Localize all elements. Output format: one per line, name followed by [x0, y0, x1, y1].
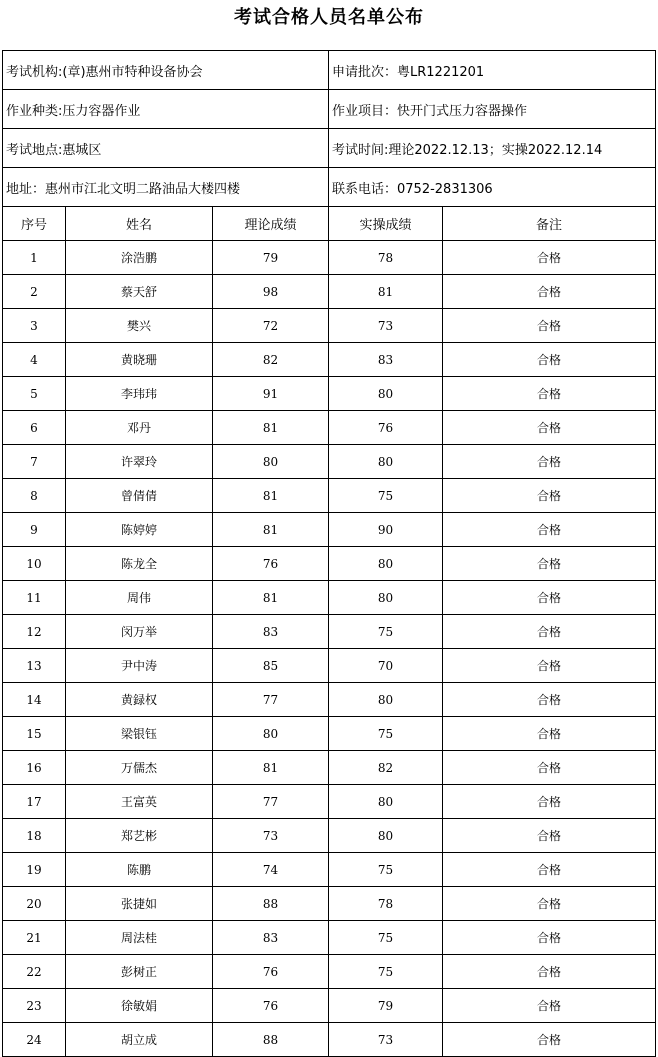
cell-name: 陈龙全: [66, 547, 213, 581]
cell-remark: 合格: [443, 717, 656, 751]
table-row: [3, 853, 656, 887]
cell-theory-score: 81: [213, 513, 329, 547]
cell-theory-score: 72: [213, 309, 329, 343]
cell-remark: 合格: [443, 615, 656, 649]
cell-theory-score: 80: [213, 717, 329, 751]
cell-index: 11: [3, 581, 66, 615]
table-row: [3, 921, 656, 955]
table-row: [3, 989, 656, 1023]
page-title: 考试合格人员名单公布: [234, 7, 424, 28]
cell-name: 胡立成: [66, 1023, 213, 1057]
info-row: [3, 51, 656, 90]
cell-theory-score: 76: [213, 955, 329, 989]
cell-remark: 合格: [443, 921, 656, 955]
table-row: [3, 717, 656, 751]
cell-practical-score: 80: [329, 785, 443, 819]
cell-index: 13: [3, 649, 66, 683]
cell-remark: 合格: [443, 241, 656, 275]
table-row: [3, 887, 656, 921]
phone-cell: 联系电话：0752-2831306: [329, 168, 656, 207]
cell-remark: 合格: [443, 989, 656, 1023]
cell-theory-score: 79: [213, 241, 329, 275]
table-row: [3, 343, 656, 377]
cell-practical-score: 80: [329, 547, 443, 581]
cell-name: 许翠玲: [66, 445, 213, 479]
cell-remark: 合格: [443, 887, 656, 921]
cell-index: 24: [3, 1023, 66, 1057]
cell-index: 9: [3, 513, 66, 547]
cell-practical-score: 83: [329, 343, 443, 377]
cell-name: 彭树正: [66, 955, 213, 989]
cell-index: 8: [3, 479, 66, 513]
cell-index: 16: [3, 751, 66, 785]
cell-index: 5: [3, 377, 66, 411]
cell-remark: 合格: [443, 581, 656, 615]
table-row: [3, 1023, 656, 1057]
cell-name: 涂浩鹏: [66, 241, 213, 275]
cell-name: 郑艺彬: [66, 819, 213, 853]
cell-practical-score: 78: [329, 241, 443, 275]
job-type-cell: 作业种类:压力容器作业: [3, 90, 329, 129]
cell-remark: 合格: [443, 751, 656, 785]
cell-practical-score: 73: [329, 1023, 443, 1057]
table-row: [3, 785, 656, 819]
cell-practical-score: 75: [329, 853, 443, 887]
cell-name: 樊兴: [66, 309, 213, 343]
cell-name: 周伟: [66, 581, 213, 615]
cell-index: 4: [3, 343, 66, 377]
table-row: [3, 581, 656, 615]
cell-remark: 合格: [443, 275, 656, 309]
cell-remark: 合格: [443, 445, 656, 479]
cell-index: 3: [3, 309, 66, 343]
cell-practical-score: 75: [329, 921, 443, 955]
cell-remark: 合格: [443, 1023, 656, 1057]
cell-index: 22: [3, 955, 66, 989]
cell-remark: 合格: [443, 683, 656, 717]
table-row: [3, 649, 656, 683]
cell-name: 梁银钰: [66, 717, 213, 751]
cell-index: 10: [3, 547, 66, 581]
cell-remark: 合格: [443, 479, 656, 513]
cell-index: 7: [3, 445, 66, 479]
cell-index: 12: [3, 615, 66, 649]
cell-remark: 合格: [443, 785, 656, 819]
cell-theory-score: 76: [213, 989, 329, 1023]
cell-theory-score: 91: [213, 377, 329, 411]
cell-theory-score: 74: [213, 853, 329, 887]
cell-remark: 合格: [443, 343, 656, 377]
cell-practical-score: 73: [329, 309, 443, 343]
cell-practical-score: 75: [329, 955, 443, 989]
cell-theory-score: 82: [213, 343, 329, 377]
table-row: [3, 275, 656, 309]
cell-practical-score: 75: [329, 615, 443, 649]
cell-remark: 合格: [443, 309, 656, 343]
cell-index: 18: [3, 819, 66, 853]
cell-practical-score: 81: [329, 275, 443, 309]
cell-name: 周法桂: [66, 921, 213, 955]
cell-name: 张捷如: [66, 887, 213, 921]
table-row: [3, 547, 656, 581]
cell-theory-score: 81: [213, 751, 329, 785]
cell-name: 邓丹: [66, 411, 213, 445]
cell-name: 蔡天舒: [66, 275, 213, 309]
cell-name: 黄録权: [66, 683, 213, 717]
cell-practical-score: 80: [329, 581, 443, 615]
cell-index: 20: [3, 887, 66, 921]
cell-practical-score: 78: [329, 887, 443, 921]
table-row: [3, 819, 656, 853]
cell-theory-score: 88: [213, 1023, 329, 1057]
cell-theory-score: 81: [213, 479, 329, 513]
exam-time-cell: 考试时间:理论2022.12.13；实操2022.12.14: [329, 129, 656, 168]
results-table: [2, 50, 656, 1057]
column-header-name: 姓名: [66, 207, 213, 241]
cell-index: 17: [3, 785, 66, 819]
cell-remark: 合格: [443, 819, 656, 853]
cell-theory-score: 81: [213, 411, 329, 445]
table-row: [3, 513, 656, 547]
cell-name: 徐敏娟: [66, 989, 213, 1023]
cell-name: 曾倩倩: [66, 479, 213, 513]
cell-name: 陈婷婷: [66, 513, 213, 547]
cell-remark: 合格: [443, 955, 656, 989]
column-header-remark: 备注: [443, 207, 656, 241]
cell-theory-score: 81: [213, 581, 329, 615]
cell-practical-score: 80: [329, 377, 443, 411]
table-row: [3, 309, 656, 343]
cell-index: 1: [3, 241, 66, 275]
cell-index: 6: [3, 411, 66, 445]
cell-theory-score: 85: [213, 649, 329, 683]
cell-index: 19: [3, 853, 66, 887]
table-row: [3, 377, 656, 411]
cell-theory-score: 77: [213, 785, 329, 819]
cell-theory-score: 80: [213, 445, 329, 479]
cell-practical-score: 75: [329, 717, 443, 751]
column-header-index: 序号: [3, 207, 66, 241]
cell-theory-score: 77: [213, 683, 329, 717]
cell-theory-score: 98: [213, 275, 329, 309]
cell-name: 黄晓珊: [66, 343, 213, 377]
cell-name: 闵万举: [66, 615, 213, 649]
cell-practical-score: 80: [329, 445, 443, 479]
table-row: [3, 479, 656, 513]
institution-cell: 考试机构:(章)惠州市特种设备协会: [3, 51, 329, 90]
cell-practical-score: 76: [329, 411, 443, 445]
table-row: [3, 955, 656, 989]
address-cell: 地址：惠州市江北文明二路油品大楼四楼: [3, 168, 329, 207]
batch-cell: 申请批次：粤LR1221201: [329, 51, 656, 90]
cell-index: 23: [3, 989, 66, 1023]
cell-practical-score: 79: [329, 989, 443, 1023]
cell-practical-score: 80: [329, 683, 443, 717]
cell-remark: 合格: [443, 513, 656, 547]
cell-practical-score: 80: [329, 819, 443, 853]
location-cell: 考试地点:惠城区: [3, 129, 329, 168]
cell-name: 李玮玮: [66, 377, 213, 411]
cell-name: 陈鹏: [66, 853, 213, 887]
cell-remark: 合格: [443, 649, 656, 683]
cell-theory-score: 73: [213, 819, 329, 853]
cell-theory-score: 76: [213, 547, 329, 581]
table-row: [3, 615, 656, 649]
table-row: [3, 241, 656, 275]
cell-index: 14: [3, 683, 66, 717]
cell-practical-score: 90: [329, 513, 443, 547]
job-item-cell: 作业项目：快开门式压力容器操作: [329, 90, 656, 129]
info-row: [3, 168, 656, 207]
cell-remark: 合格: [443, 853, 656, 887]
cell-name: 万儒杰: [66, 751, 213, 785]
info-row: [3, 129, 656, 168]
column-header-theory-score: 理论成绩: [213, 207, 329, 241]
cell-practical-score: 70: [329, 649, 443, 683]
cell-remark: 合格: [443, 411, 656, 445]
cell-theory-score: 83: [213, 615, 329, 649]
cell-index: 21: [3, 921, 66, 955]
table-row: [3, 683, 656, 717]
table-header-row: [3, 207, 656, 241]
cell-practical-score: 82: [329, 751, 443, 785]
cell-practical-score: 75: [329, 479, 443, 513]
cell-theory-score: 88: [213, 887, 329, 921]
cell-name: 王富英: [66, 785, 213, 819]
cell-remark: 合格: [443, 377, 656, 411]
cell-index: 2: [3, 275, 66, 309]
table-row: [3, 445, 656, 479]
table-row: [3, 411, 656, 445]
cell-theory-score: 83: [213, 921, 329, 955]
table-row: [3, 751, 656, 785]
cell-remark: 合格: [443, 547, 656, 581]
cell-name: 尹中涛: [66, 649, 213, 683]
cell-index: 15: [3, 717, 66, 751]
column-header-practical-score: 实操成绩: [329, 207, 443, 241]
info-row: [3, 90, 656, 129]
